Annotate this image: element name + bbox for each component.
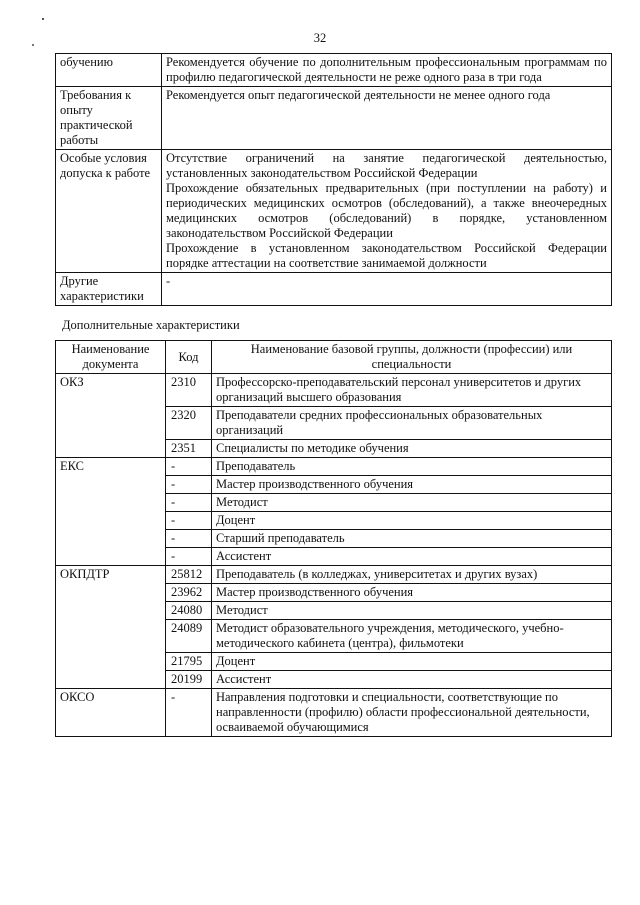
code-cell: 24080	[166, 602, 212, 620]
table-row	[56, 653, 612, 671]
row-label: Особые условия допуска к работе	[56, 150, 162, 273]
column-header: Наименование базовой группы, должности (профессии) или специальности	[212, 341, 612, 374]
code-cell: -	[166, 458, 212, 476]
document-cell: ЕКС	[56, 458, 166, 476]
name-cell: Мастер производственного обучения	[212, 476, 612, 494]
requirement-line: Прохождение в установленном законодательством Российской Федерации порядке аттестации на соответствие занимаемой должности	[166, 241, 607, 270]
table-row	[56, 374, 612, 407]
code-cell: 21795	[166, 653, 212, 671]
code-cell: 23962	[166, 584, 212, 602]
table-row	[56, 584, 612, 602]
table-row	[56, 407, 612, 440]
name-cell: Преподаватель (в колледжах, университетах и других вузах)	[212, 566, 612, 584]
table-row	[56, 150, 612, 273]
row-label: обучению	[56, 54, 162, 87]
document-cell	[56, 476, 166, 494]
name-cell: Профессорско-преподавательский персонал университетов и других организаций высшего образования	[212, 374, 612, 407]
row-value: -	[162, 273, 612, 306]
name-cell: Доцент	[212, 653, 612, 671]
table-row	[56, 440, 612, 458]
table-row	[56, 602, 612, 620]
document-cell	[56, 653, 166, 671]
table-row	[56, 458, 612, 476]
name-cell: Старший преподаватель	[212, 530, 612, 548]
code-cell: -	[166, 494, 212, 512]
row-label: Другие характеристики	[56, 273, 162, 306]
table-row	[56, 671, 612, 689]
requirement-line: Отсутствие ограничений на занятие педагогической деятельностью, установленных законодательством Российской Федерации	[166, 151, 607, 180]
table-row	[56, 566, 612, 584]
name-cell: Методист образовательного учреждения, методического, учебно-методического кабинета (центра), фильмотеки	[212, 620, 612, 653]
document-cell	[56, 620, 166, 653]
name-cell: Специалисты по методике обучения	[212, 440, 612, 458]
code-cell: 20199	[166, 671, 212, 689]
table-row	[56, 548, 612, 566]
code-cell: -	[166, 530, 212, 548]
column-header: Наименование документа	[56, 341, 166, 374]
name-cell: Мастер производственного обучения	[212, 584, 612, 602]
name-cell: Преподаватели средних профессиональных образовательных организаций	[212, 407, 612, 440]
table-row	[56, 87, 612, 150]
section-heading: Дополнительные характеристики	[62, 318, 240, 332]
document-cell	[56, 530, 166, 548]
table-row	[56, 620, 612, 653]
name-cell: Методист	[212, 494, 612, 512]
document-cell	[56, 548, 166, 566]
document-cell	[56, 440, 166, 458]
requirement-line: Прохождение обязательных предварительных (при поступлении на работу) и периодических медицинских осмотров (обследований), а также внеочередных медицинских осмотров (обследований) в порядке, установленном законодательством Российской Федерации	[166, 181, 607, 240]
row-value	[162, 150, 612, 273]
requirements-table	[55, 53, 612, 306]
table-row	[56, 54, 612, 87]
scan-mark	[42, 18, 44, 20]
row-label: Требования к опыту практической работы	[56, 87, 162, 150]
name-cell: Ассистент	[212, 671, 612, 689]
code-cell: -	[166, 512, 212, 530]
code-cell: 24089	[166, 620, 212, 653]
column-header: Код	[166, 341, 212, 374]
document-cell	[56, 584, 166, 602]
code-cell: -	[166, 548, 212, 566]
document-cell: ОКЗ	[56, 374, 166, 407]
document-cell	[56, 671, 166, 689]
code-cell: -	[166, 689, 212, 737]
name-cell: Ассистент	[212, 548, 612, 566]
table-row	[56, 512, 612, 530]
table-row	[56, 273, 612, 306]
document-cell	[56, 494, 166, 512]
name-cell: Направления подготовки и специальности, соответствующие по направленности (профилю) области профессиональной деятельности, осваиваемой обучающимися	[212, 689, 612, 737]
document-cell	[56, 407, 166, 440]
document-cell	[56, 512, 166, 530]
table-header-row	[56, 341, 612, 374]
row-value: Рекомендуется обучение по дополнительным профессиональным программам по профилю педагогической деятельности не реже одного раза в три года	[162, 54, 612, 87]
additional-characteristics-table	[55, 340, 612, 737]
document-cell: ОКСО	[56, 689, 166, 737]
row-value: Рекомендуется опыт педагогической деятельности не менее одного года	[162, 87, 612, 150]
name-cell: Методист	[212, 602, 612, 620]
code-cell: 2351	[166, 440, 212, 458]
code-cell: 2320	[166, 407, 212, 440]
document-cell: ОКПДТР	[56, 566, 166, 584]
name-cell: Доцент	[212, 512, 612, 530]
table-row	[56, 530, 612, 548]
code-cell: 2310	[166, 374, 212, 407]
table-row	[56, 494, 612, 512]
page-number: 32	[313, 31, 327, 45]
code-cell: -	[166, 476, 212, 494]
document-cell	[56, 602, 166, 620]
name-cell: Преподаватель	[212, 458, 612, 476]
table-row	[56, 476, 612, 494]
table-row	[56, 689, 612, 737]
code-cell: 25812	[166, 566, 212, 584]
